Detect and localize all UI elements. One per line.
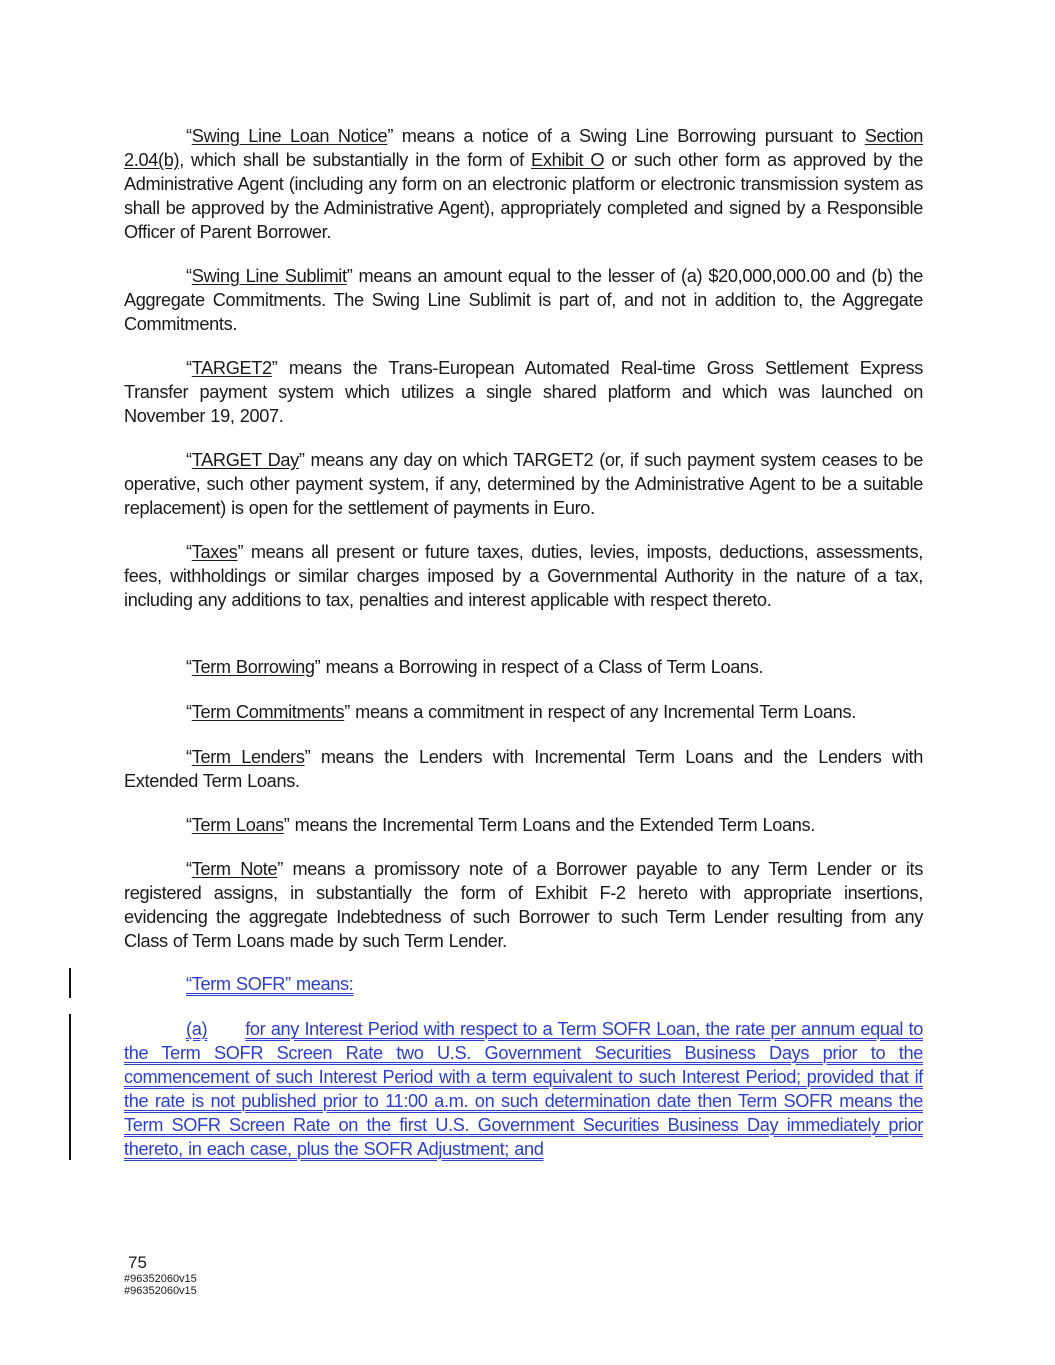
defined-term: Term Loans <box>191 815 284 835</box>
definition-term-commitments <box>124 700 923 724</box>
definition-text: ” means any day on which TARGET2 (or, if such payment system ceases to be operative, such other payment system, if any, determined by the Administrative Agent to be a suitable replacement) is open for the settlement of payments in Euro. <box>124 450 923 518</box>
definition-term-lenders <box>124 745 923 793</box>
definition-term-loans <box>124 813 923 837</box>
defined-term: Term Borrowing <box>191 657 315 677</box>
defined-term: TARGET2 <box>191 358 272 378</box>
definition-target2 <box>124 356 923 428</box>
open-quote: “ <box>186 859 192 879</box>
definition-swing-line-loan-notice <box>124 124 923 244</box>
definition-text: , which shall be substantially in the form of <box>179 150 532 170</box>
defined-term: Term Note <box>191 859 278 879</box>
open-quote: “ <box>186 702 192 722</box>
section-reference: Section 2.04(b) <box>124 126 923 170</box>
defined-term: TARGET Day <box>191 450 299 470</box>
document-id: #96352060v15 <box>124 1273 197 1285</box>
inserted-text: “Term SOFR” means: <box>186 974 354 994</box>
inserted-text: for any Interest Period with respect to a Term SOFR Loan, the rate per annum equal to the Term SOFR Screen Rate two U.S. Government Securities Business Days prior to the commencement of such Interest Period with a term equivalent to such Interest Period; provided that if the rate is not published prior to 11:00 a.m. on such determination date then Term SOFR means the Term SOFR Screen Rate on the first U.S. Government Securities Business Day immediately prior thereto, in each case, plus the SOFR Adjustment; and <box>124 1019 923 1159</box>
definition-text: ” means an amount equal to the lesser of (a) $20,000,000.00 and (b) the Aggregate Commitments. The Swing Line Sublimit is part of, and not in addition to, the Aggregate Commitments. <box>124 266 923 334</box>
definition-term-sofr-heading <box>124 972 923 996</box>
open-quote: “ <box>186 266 192 286</box>
page-number: 75 <box>128 1253 147 1272</box>
definition-term-sofr-clause-a <box>124 1017 923 1161</box>
open-quote: “ <box>186 450 192 470</box>
open-quote: “ <box>186 542 192 562</box>
definition-text: or such other form as approved by the Administrative Agent (including any form on an electronic platform or electronic transmission system as shall be approved by the Administrative Agent), appropriately completed and signed by a Responsible Officer of Parent Borrower. <box>124 150 923 242</box>
defined-term: Term Commitments <box>191 702 345 722</box>
definition-text: ” means a notice of a Swing Line Borrowing pursuant to <box>387 126 865 146</box>
defined-term: Swing Line Sublimit <box>191 266 347 286</box>
open-quote: “ <box>186 815 192 835</box>
definition-text: ” means a Borrowing in respect of a Class of Term Loans. <box>314 657 764 677</box>
definition-swing-line-sublimit <box>124 264 923 336</box>
open-quote: “ <box>186 747 192 767</box>
definition-text: ” means a commitment in respect of any Incremental Term Loans. <box>344 702 856 722</box>
page-footer <box>124 1253 197 1297</box>
defined-term: Swing Line Loan Notice <box>191 126 388 146</box>
open-quote: “ <box>186 657 192 677</box>
definition-text: ” means the Incremental Term Loans and the Extended Term Loans. <box>283 815 815 835</box>
open-quote: “ <box>186 358 192 378</box>
defined-term: Term Lenders <box>191 747 305 767</box>
definition-text: ” means the Lenders with Incremental Term Loans and the Lenders with Extended Term Loans. <box>124 747 923 791</box>
defined-term: Taxes <box>191 542 238 562</box>
definition-term-note <box>124 857 923 953</box>
clause-label: (a) <box>186 1019 208 1039</box>
document-id: #96352060v15 <box>124 1285 197 1297</box>
definition-target-day <box>124 448 923 520</box>
exhibit-reference: Exhibit O <box>531 150 605 170</box>
change-bar <box>69 968 71 998</box>
definition-taxes <box>124 540 923 612</box>
definition-text: ” means the Trans-European Automated Real-time Gross Settlement Express Transfer payment system which utilizes a single shared platform and which was launched on November 19, 2007. <box>124 358 923 426</box>
definition-term-borrowing <box>124 655 923 679</box>
definition-text: ” means all present or future taxes, duties, levies, imposts, deductions, assessments, fees, withholdings or similar charges imposed by a Governmental Authority in the nature of a tax, including any additions to tax, penalties and interest applicable with respect thereto. <box>124 542 923 610</box>
open-quote: “ <box>186 126 192 146</box>
definition-text: ” means a promissory note of a Borrower payable to any Term Lender or its registered assigns, in substantially the form of Exhibit F-2 hereto with appropriate insertions, evidencing the aggregate Indebtedness of such Borrower to such Term Lender resulting from any Class of Term Loans made by such Term Lender. <box>124 859 923 951</box>
change-bar <box>69 1014 71 1160</box>
